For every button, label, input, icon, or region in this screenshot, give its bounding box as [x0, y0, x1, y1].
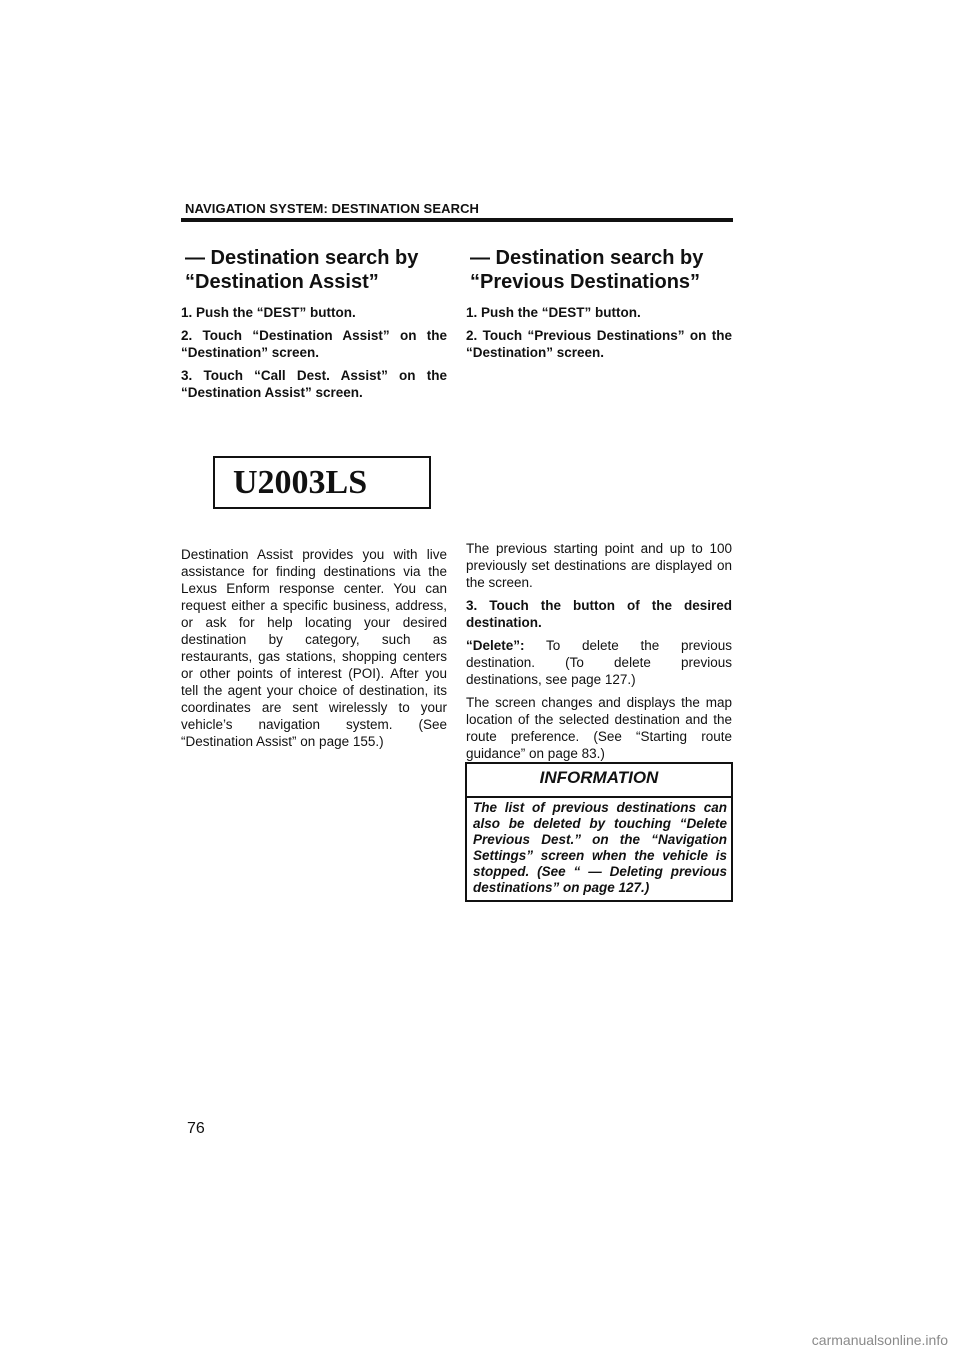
left-step-1: 1. Push the “DEST” button.: [181, 305, 356, 320]
figure-placeholder: [213, 456, 431, 509]
left-description: [181, 546, 447, 756]
previous-destinations-intro: The previous starting point and up to 100 previously set destinations are displayed on the screen.: [466, 541, 732, 590]
left-title-line2: “Destination Assist”: [185, 271, 379, 293]
left-title-line1: — Destination search by: [185, 247, 419, 269]
page-number: 76: [187, 1120, 205, 1137]
information-title: INFORMATION: [539, 768, 659, 787]
section-header: NAVIGATION SYSTEM: DESTINATION SEARCH: [185, 201, 480, 216]
left-step-3: 3. Touch “Call Dest. Assist” on the “Destination Assist” screen.: [181, 368, 447, 400]
watermark: carmanualsonline.info: [811, 1332, 948, 1348]
map-display-description: The screen changes and displays the map location of the selected destination and the route preference. (See “Starting route guidance” on page 83.): [466, 695, 732, 761]
header-rule: [181, 218, 733, 222]
delete-label: “Delete”:: [466, 638, 525, 653]
right-step-2: 2. Touch “Previous Destinations” on the “Destination” screen.: [466, 328, 732, 360]
delete-text: To delete the previous destination. (To delete previous destinations, see page 127.): [466, 638, 732, 687]
destination-assist-paragraph: Destination Assist provides you with live assistance for finding destinations via the Lexus Enform response center. You can request either a specific business, address, or ask for help locating your desired destination by category, such as restaurants, gas stations, shopping centers or other points of interest (POI). After you tell the agent your choice of destination, its coordinates are sent wirelessly to your vehicle’s navigation system. (See “Destination Assist” on page 155.): [181, 547, 447, 749]
right-step-1: 1. Push the “DEST” button.: [466, 305, 641, 320]
right-description: [466, 540, 732, 768]
left-section-title: [181, 246, 447, 294]
right-title-line1: — Destination search by: [470, 247, 704, 269]
left-step-2: 2. Touch “Destination Assist” on the “Destination” screen.: [181, 328, 447, 360]
left-column: [181, 246, 447, 407]
figure-label: U2003LS: [233, 464, 368, 501]
right-column: [466, 246, 732, 367]
information-box: [465, 762, 733, 902]
information-rule: [467, 796, 731, 798]
information-text: The list of previous destinations can also be deleted by touching “Delete Previous Dest.” on the “Navigation Settings” screen when the vehicle is stopped. (See “ — Deleting previous destinations” on page 127.): [473, 800, 727, 895]
right-step-3: 3. Touch the button of the desired destination.: [466, 598, 732, 630]
right-section-title: [466, 246, 732, 294]
right-title-line2: “Previous Destinations”: [470, 271, 701, 293]
delete-description: [466, 637, 732, 688]
